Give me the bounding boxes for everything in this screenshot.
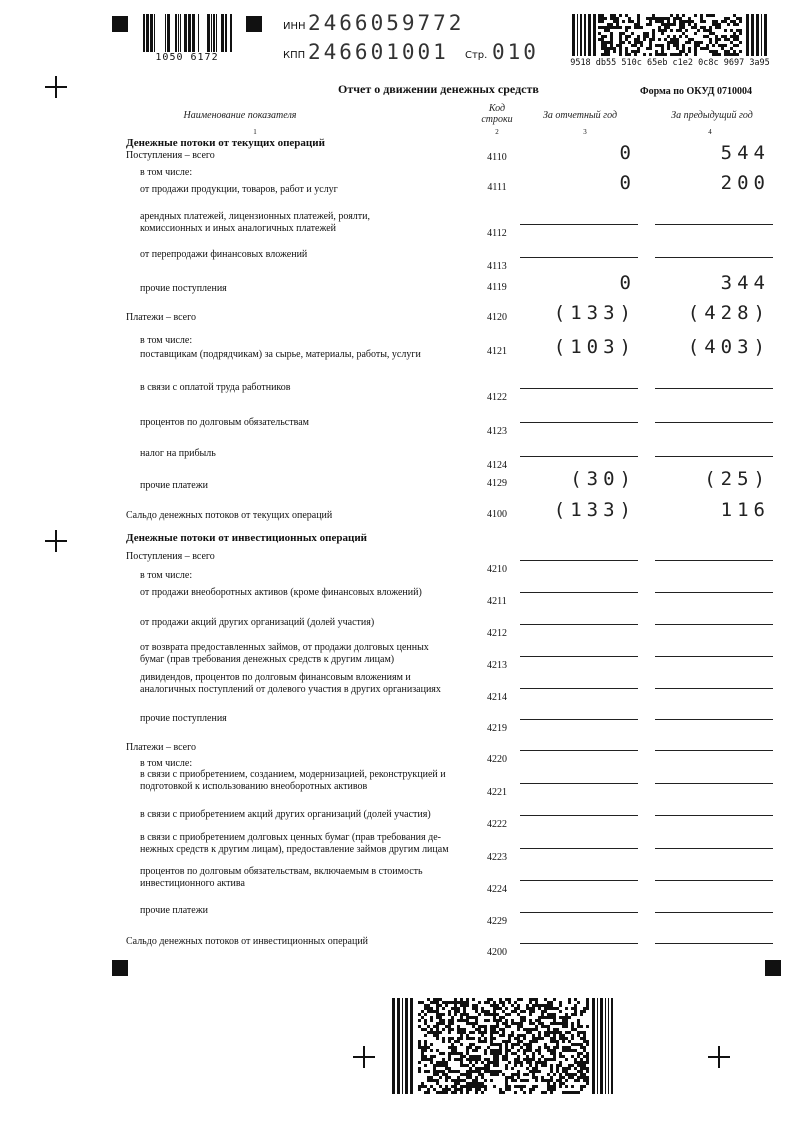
row-code: 4120: [487, 312, 507, 323]
row-label: Поступления – всего: [126, 551, 215, 562]
column-header-current: За отчетный год: [542, 110, 618, 121]
row-label: поставщикам (подрядчикам) за сырье, материалы, работы, услуги: [140, 349, 421, 360]
row-label: от продажи акций других организаций (долей участия): [140, 617, 375, 628]
row-label: дивидендов, процентов по долговым финансовым вложениям и: [140, 672, 411, 683]
section-heading: Денежные потоки от инвестиционных операций: [126, 532, 368, 544]
row-code: 4122: [487, 392, 507, 403]
blank-line-previous-year: [655, 592, 773, 593]
section-heading: Денежные потоки от текущих операций: [126, 137, 325, 149]
row-label: в том числе:: [140, 167, 193, 178]
row-label: процентов по долговым обязательствам: [140, 417, 309, 428]
blank-line-current-year: [520, 592, 638, 593]
value-previous-year: 116: [720, 499, 770, 521]
kpp-value: 246601001: [308, 40, 449, 64]
row-label: Сальдо денежных потоков от инвестиционных операций: [126, 936, 369, 947]
blank-line-current-year: [520, 880, 638, 881]
row-code: 4221: [487, 787, 507, 798]
blank-line-current-year: [520, 388, 638, 389]
row-label: в связи с приобретением, созданием, модернизацией, реконструкцией и: [140, 769, 446, 780]
value-previous-year: (25): [704, 468, 770, 490]
row-label-line2: нежных средств к другим лицам), предоставление займов другим лицам: [140, 844, 449, 855]
value-current-year: (133): [553, 499, 636, 521]
row-label-line2: комиссионных и иных аналогичных платежей: [140, 223, 337, 234]
value-current-year: 0: [619, 272, 636, 294]
blank-line-previous-year: [655, 880, 773, 881]
row-label: от продажи продукции, товаров, работ и услуг: [140, 184, 338, 195]
registration-cross-bottom-right: [708, 1046, 730, 1068]
blank-line-current-year: [520, 943, 638, 944]
blank-line-previous-year: [655, 912, 773, 913]
datamatrix-barcode-top: [572, 14, 768, 56]
blank-line-previous-year: [655, 257, 773, 258]
row-label-line2: бумаг (прав требования денежных средств к другим лицам): [140, 654, 395, 665]
blank-line-current-year: [520, 422, 638, 423]
row-label: прочие платежи: [140, 480, 209, 491]
row-code: 4121: [487, 346, 507, 357]
blank-line-previous-year: [655, 688, 773, 689]
row-label: в том числе:: [140, 758, 193, 769]
row-code: 4219: [487, 723, 507, 734]
row-label-line2: аналогичных поступлений от долевого участия в других организациях: [140, 684, 441, 695]
row-label: Платежи – всего: [126, 312, 196, 323]
row-label: от продажи внеоборотных активов (кроме финансовых вложений): [140, 587, 422, 598]
barcode-number: 1050 6172: [155, 52, 219, 63]
row-label-line2: инвестиционного актива: [140, 878, 245, 889]
row-code: 4129: [487, 478, 507, 489]
hash-code: 9518 db55 510c 65eb c1e2 0c8c 9697 3a95: [570, 58, 770, 68]
row-code: 4112: [487, 228, 507, 239]
blank-line-previous-year: [655, 783, 773, 784]
row-code: 4211: [487, 596, 507, 607]
row-label: от перепродажи финансовых вложений: [140, 249, 308, 260]
value-current-year: (133): [553, 302, 636, 324]
blank-line-current-year: [520, 456, 638, 457]
blank-line-current-year: [520, 815, 638, 816]
registration-square-bottom-right: [765, 960, 781, 976]
row-label: Поступления – всего: [126, 150, 215, 161]
column-header-name: Наименование показателя: [183, 110, 297, 121]
blank-line-current-year: [520, 783, 638, 784]
row-label: прочие поступления: [140, 713, 227, 724]
blank-line-current-year: [520, 848, 638, 849]
row-code: 4110: [487, 152, 507, 163]
row-label: в связи с приобретением акций других организаций (долей участия): [140, 809, 431, 820]
column-number-4: 4: [708, 128, 712, 136]
blank-line-previous-year: [655, 656, 773, 657]
row-label: Платежи – всего: [126, 742, 196, 753]
page-value: 010: [492, 40, 539, 64]
registration-cross-mid-left: [45, 530, 67, 552]
blank-line-current-year: [520, 656, 638, 657]
blank-line-current-year: [520, 257, 638, 258]
value-previous-year: 544: [720, 142, 770, 164]
column-number-2: 2: [495, 128, 499, 136]
blank-line-current-year: [520, 224, 638, 225]
blank-line-current-year: [520, 560, 638, 561]
value-previous-year: 200: [720, 172, 770, 194]
value-current-year: (30): [570, 468, 636, 490]
form-code: Форма по ОКУД 0710004: [640, 86, 753, 97]
blank-line-previous-year: [655, 943, 773, 944]
blank-line-current-year: [520, 719, 638, 720]
row-code: 4212: [487, 628, 507, 639]
row-code: 4100: [487, 509, 507, 520]
row-label: в связи с оплатой труда работников: [140, 382, 291, 393]
row-label: налог на прибыль: [140, 448, 216, 459]
column-header-previous: За предыдущий год: [671, 110, 753, 121]
row-code: 4229: [487, 916, 507, 927]
row-code: 4213: [487, 660, 507, 671]
datamatrix-barcode-bottom: [392, 998, 614, 1094]
inn-label: ИНН: [283, 21, 306, 32]
row-code: 4214: [487, 692, 507, 703]
row-label: в том числе:: [140, 570, 193, 581]
row-label: Сальдо денежных потоков от текущих операций: [126, 510, 333, 521]
row-code: 4113: [487, 261, 507, 272]
report-title: Отчет о движении денежных средств: [338, 82, 539, 96]
blank-line-previous-year: [655, 815, 773, 816]
value-previous-year: (403): [687, 336, 770, 358]
linear-barcode: [140, 14, 234, 52]
blank-line-current-year: [520, 750, 638, 751]
row-code: 4223: [487, 852, 507, 863]
row-code: 4200: [487, 947, 507, 958]
blank-line-current-year: [520, 624, 638, 625]
row-code: 4123: [487, 426, 507, 437]
value-current-year: 0: [619, 142, 636, 164]
column-number-1: 1: [253, 128, 257, 136]
blank-line-previous-year: [655, 422, 773, 423]
column-header-code-line2: строки: [481, 114, 513, 125]
value-current-year: 0: [619, 172, 636, 194]
value-previous-year: (428): [687, 302, 770, 324]
row-label: прочие поступления: [140, 283, 227, 294]
blank-line-previous-year: [655, 388, 773, 389]
row-label: в связи с приобретением долговых ценных бумаг (прав требования де-: [140, 832, 441, 843]
row-label: арендных платежей, лицензионных платежей, роялти,: [140, 211, 371, 222]
blank-line-previous-year: [655, 560, 773, 561]
row-code: 4220: [487, 754, 507, 765]
row-code: 4111: [487, 182, 507, 193]
registration-cross-bottom-mid: [353, 1046, 375, 1068]
blank-line-previous-year: [655, 750, 773, 751]
kpp-label: КПП: [283, 50, 306, 61]
blank-line-previous-year: [655, 848, 773, 849]
blank-line-previous-year: [655, 624, 773, 625]
inn-value: 2466059772: [308, 11, 465, 35]
blank-line-previous-year: [655, 456, 773, 457]
registration-square-top-mid: [246, 16, 262, 32]
blank-line-current-year: [520, 912, 638, 913]
blank-line-previous-year: [655, 719, 773, 720]
row-code: 4210: [487, 564, 507, 575]
blank-line-current-year: [520, 688, 638, 689]
row-code: 4222: [487, 819, 507, 830]
row-label: от возврата предоставленных займов, от продажи долговых ценных: [140, 642, 429, 653]
row-code: 4124: [487, 460, 507, 471]
row-label-line2: подготовкой к использованию внеоборотных активов: [140, 781, 368, 792]
column-number-3: 3: [583, 128, 587, 136]
row-code: 4224: [487, 884, 507, 895]
registration-square-bottom-left: [112, 960, 128, 976]
blank-line-previous-year: [655, 224, 773, 225]
registration-square-top-left: [112, 16, 128, 32]
row-code: 4119: [487, 282, 507, 293]
registration-cross-top-left: [45, 76, 67, 98]
column-header-code-line1: Код: [488, 103, 506, 114]
value-current-year: (103): [553, 336, 636, 358]
value-previous-year: 344: [720, 272, 770, 294]
row-label: прочие платежи: [140, 905, 209, 916]
page-label: Стр.: [465, 50, 488, 61]
row-label: в том числе:: [140, 335, 193, 346]
row-label: процентов по долговым обязательствам, включаемым в стоимость: [140, 866, 423, 877]
